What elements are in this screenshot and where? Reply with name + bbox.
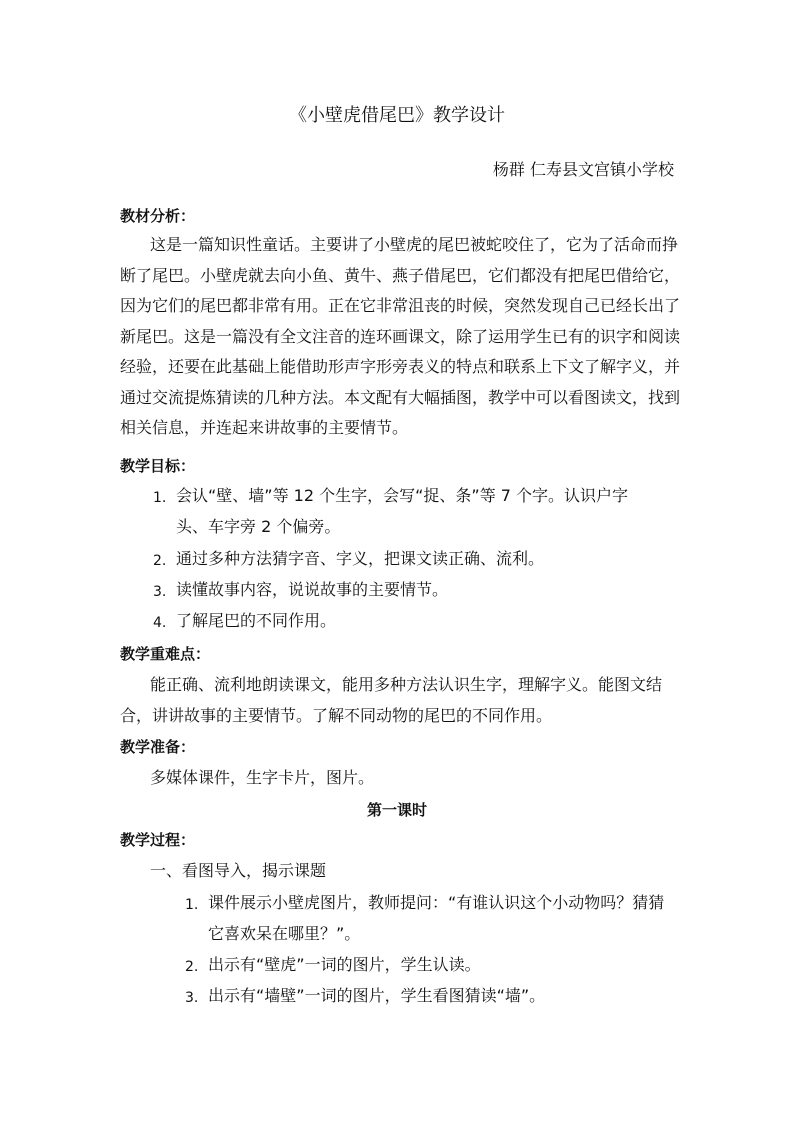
prep-line: 多媒体课件，生字卡片，图片。 (150, 768, 375, 787)
analysis-line: 相关信息，并连起来讲故事的主要情节。 (120, 418, 409, 437)
process-heading: 教学过程： (120, 831, 196, 849)
goal-number: 2. (153, 553, 167, 569)
analysis-heading: 教材分析： (120, 207, 196, 225)
goal-item-text: 读懂故事内容，说说故事的主要情节。 (176, 580, 449, 599)
analysis-line: 新尾巴。这是一篇没有全文注音的连环画课文，除了运用学生已有的识字和阅读 (120, 326, 681, 346)
difficulty-line: 能正确、流利地朗读课文，能用多种方法认识生字，理解字义。能图文结 (150, 675, 663, 694)
goal-item-text: 通过多种方法猜字音、字义，把课文读正确、流利。 (176, 549, 545, 568)
analysis-line: 这是一篇知识性童话。主要讲了小壁虎的尾巴被蛇咬住了，它为了活命而挣 (150, 235, 679, 254)
goal-number: 3. (153, 584, 167, 600)
difficulty-heading: 教学重难点： (120, 645, 211, 663)
goal-item-text: 头、车字旁 2 个偏旁。 (176, 517, 341, 536)
step-item-number: 2. (185, 959, 199, 975)
goal-number: 1. (153, 490, 167, 506)
page-title: 《小壁虎借尾巴》教学设计 (289, 105, 505, 126)
analysis-line: 经验，还要在此基础上能借助形声字形旁表义的特点和联系上下文了解字义，并 (120, 357, 681, 376)
step-item-text: 它喜欢呆在哪里？”。 (208, 924, 361, 943)
goal-item-text: 会认“壁、墙”等 12 个生字，会写“捉、条”等 7 个字。认识户字 (176, 486, 629, 505)
prep-heading: 教学准备： (120, 738, 196, 756)
goal-item-text: 了解尾巴的不同作用。 (176, 611, 337, 630)
step-item-text: 课件展示小壁虎图片，教师提问：“有谁认识这个小动物吗？猜猜 (208, 893, 665, 912)
analysis-line: 因为它们的尾巴都非常有用。正在它非常沮丧的时候，突然发现自己已经长出了 (120, 296, 681, 315)
analysis-line: 通过交流提炼猜读的几种方法。本文配有大幅插图，教学中可以看图读文，找到 (120, 387, 681, 407)
goal-number: 4. (153, 615, 167, 631)
lesson-title: 第一课时 (366, 801, 427, 819)
step-item-number: 3. (185, 990, 199, 1006)
goals-heading: 教学目标： (120, 457, 196, 475)
author-line: 杨群 仁寿县文宫镇小学校 (492, 160, 674, 179)
step-item-text: 出示有“墙壁”一词的图片，学生看图猜读“墙”。 (208, 986, 546, 1005)
step-item-text: 出示有“壁虎”一词的图片，学生认读。 (208, 955, 481, 974)
analysis-line: 断了尾巴。小壁虎就去向小鱼、黄牛、燕子借尾巴，它们都没有把尾巴借给它， (120, 265, 681, 285)
step-item-number: 1. (185, 897, 199, 913)
analysis-paragraph (120, 230, 680, 444)
difficulty-line: 合，讲讲故事的主要情节。了解不同动物的尾巴的不同作用。 (120, 706, 553, 725)
step-title: 一、看图导入，揭示课题 (150, 861, 327, 880)
